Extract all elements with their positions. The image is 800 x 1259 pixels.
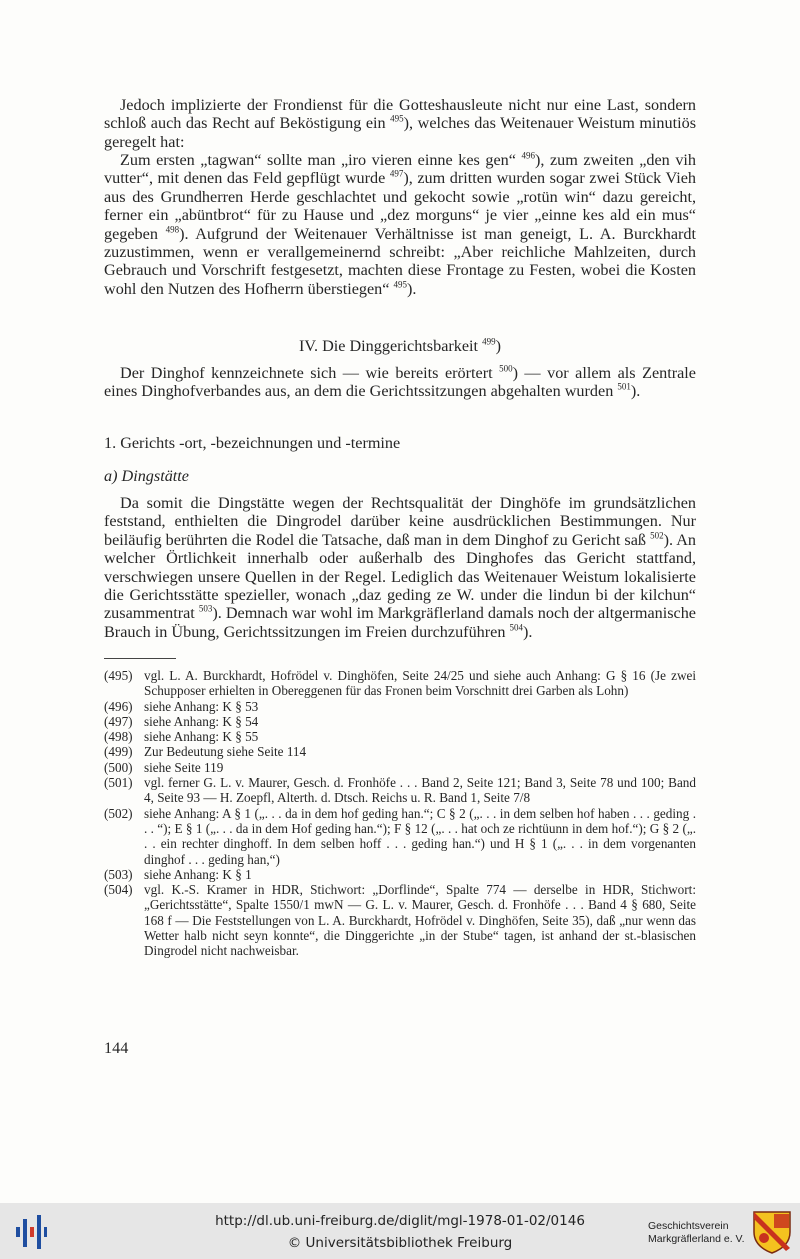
paragraph-dinghof: [104, 364, 696, 401]
footnote-ref[interactable]: 501: [617, 382, 631, 393]
footnote-item: [104, 714, 696, 729]
footnote-item: [104, 744, 696, 759]
footnote-item: [104, 882, 696, 958]
footnote-number: (496): [104, 698, 133, 714]
copyright-text: © Universitätsbibliothek Freiburg: [287, 1235, 513, 1251]
footnote-item: [104, 729, 696, 744]
paragraph-text: ). Demnach war wohl im Markgräflerland damals noch der altgermanische Brauch in Übung, Gerichtssitzungen im Freien durchzuführen: [104, 604, 696, 641]
paragraph-dingstaette: [104, 494, 696, 641]
heading-text: ): [495, 337, 501, 355]
footnote-text: Zur Bedeutung siehe Seite 114: [144, 744, 307, 760]
footnote-item: [104, 668, 696, 699]
subsection-title: 1. Gerichts -ort, -bezeichnungen und -termine: [104, 434, 401, 452]
source-url-link[interactable]: http://dl.ub.uni-freiburg.de/diglit/mgl-1978-01-02/0146: [215, 1213, 585, 1229]
footnote-list: [104, 668, 696, 959]
paragraph-text: ), welches das Weitenauer Weistum minutiös geregelt hat:: [104, 114, 696, 151]
footnote-number: (499): [104, 744, 133, 760]
paragraph-text: Da somit die Dingstätte wegen der Rechtsqualität der Dinghöfe im grundsätzlichen feststand, enthielten die Dingrodel darüber keine ausdrücklichen Bestimmungen. Nur beiläufig berührten die Rodel die Tatsache, daß man in dem Dinghof zu Gericht saß: [104, 494, 696, 549]
society-name-line: Geschichtsverein: [648, 1220, 729, 1232]
footnote-text: vgl. ferner G. L. v. Maurer, Gesch. d. Fronhöfe . . . Band 2, Seite 121; Band 3, Seite 78 und 100; Band 4, Seite 93 — H. Zoepfl, Alterth. d. Dtsch. Reichs u. R. Band 1, Seite 7/8: [144, 775, 696, 806]
footnote-divider: [104, 658, 176, 659]
paragraph-text: ), zum dritten wurden sogar zwei Stück Vieh aus des Grundherren Herde geschlachtet und gekocht sowie „rotün win“ dazu gereicht, ferner ein „abüntbrot“ für zu Hause und „dez morguns“ je vier „einne kes ald ein mus“ gegeben: [104, 169, 697, 243]
footnote-number: (498): [104, 729, 133, 745]
footnote-ref[interactable]: 496: [521, 150, 535, 161]
paragraph-text: ).: [406, 279, 417, 298]
footnote-text: siehe Anhang: K § 1: [144, 866, 252, 882]
footnote-ref[interactable]: 498: [165, 224, 180, 235]
footnote-text: siehe Anhang: A § 1 („. . . da in dem hof geding han.“; C § 2 („. . . in dem selben hof haben . . . geding . . . “); E § 1 („. . . da in dem Hof geding han.“); F § 12 („. . . hat och ze richtüunn in dem hof.“); G § 2 („. . . ein rechter dinghoff. In dem selben hoff . . . geding han.“) und H § 1 („. . . in dem vorgenanten dinghof . . . geding han,“): [144, 805, 696, 867]
footnote-ref[interactable]: 499: [482, 336, 496, 347]
footnote-number: (500): [104, 759, 133, 775]
paragraph-text: ). An welcher Örtlichkeit innerhalb oder außerhalb des Dinghofes das Gericht stattfand, verschwiegen unsere Quellen in der Regel. Lediglich das Weitenauer Weistum lokalisierte die Gerichtsstätte spezieller, wonach „daz geding ze W. under die lindun bi der kilchun“ zusammentrat: [104, 530, 697, 623]
society-name-line: Markgräflerland e. V.: [648, 1233, 745, 1245]
footnote-text: siehe Anhang: K § 55: [144, 729, 259, 745]
footnote-ref[interactable]: 504: [509, 622, 523, 633]
footnote-ref[interactable]: 495: [393, 279, 407, 290]
footnote-text: siehe Seite 119: [144, 759, 224, 775]
footnote-item: [104, 760, 696, 775]
footnote-item: [104, 806, 696, 867]
paragraph-text: ), zum zweiten „den vih vutter“, mit denen das Feld gepflügt wurde: [104, 151, 696, 188]
footnote-item: [104, 867, 696, 882]
footnote-number: (501): [104, 775, 133, 791]
paragraph-text: Der Dinghof kennzeichnete sich — wie bereits erörtert: [120, 364, 493, 382]
footnote-ref[interactable]: 503: [198, 604, 213, 615]
footnote-number: (497): [104, 713, 133, 729]
coat-of-arms-icon[interactable]: [752, 1210, 792, 1254]
paragraph-text: Zum ersten „tagwan“ sollte man „iro vieren einne kes gen“: [120, 151, 516, 169]
society-name: [648, 1220, 745, 1246]
paragraph-text: ) — vor allem als Zentrale eines Dinghofverbandes aus, an dem die Gerichtssitzungen abgehalten wurden: [104, 364, 696, 401]
page-number: 144: [104, 1039, 129, 1057]
footnote-ref[interactable]: 495: [390, 114, 404, 125]
paragraph-text: ). Aufgrund der Weitenauer Verhältnisse ist man geneigt, L. A. Burckhardt zuzustimmen, wenn er verallgemeinernd schreibt: „Aber reichliche Mahlzeiten, durch Gebrauch und Vorschrift festgesetzt, machten diese Frontage zu Festen, wobei die Kosten wohl den Nutzen des Hofherrn überstiegen“: [104, 224, 697, 298]
footnote-ref[interactable]: 500: [499, 363, 513, 374]
footnote-number: (503): [104, 866, 133, 882]
footnote-item: [104, 775, 696, 806]
heading-text: IV. Die Dinggerichtsbarkeit: [298, 337, 479, 355]
footnote-text: vgl. K.-S. Kramer in HDR, Stichwort: „Dorflinde“, Spalte 774 — derselbe in HDR, Stichwort: „Gerichtsstätte“, Spalte 1550/1 mwN — G. L. v. Maurer, Gesch. d. Fronhöfe . . . Band 4 § 680, Seite 168 f — Die Feststellungen von L. A. Burckhardt, Hofrödel v. Dinghöfen, Seite 35), daß „nur wenn das Wetter halb nicht seyn konnte“, die Dinggerichte „in der Stube“ tagen, ist anhand der st.-blasischen Dingrodel nicht nachweisbar.: [144, 882, 696, 959]
footnote-number: (495): [104, 668, 133, 683]
footnote-text: siehe Anhang: K § 53: [144, 698, 259, 714]
footnote-text: siehe Anhang: K § 54: [144, 713, 259, 729]
paragraph-text: ).: [522, 622, 533, 641]
footnote-number: (502): [104, 805, 133, 821]
footnote-ref[interactable]: 497: [389, 169, 404, 180]
paragraph-frondienst: [104, 96, 696, 151]
paragraph-text: Jedoch implizierte der Frondienst für die Gotteshausleute nicht nur eine Last, sondern schloß auch das Recht auf Beköstigung ein: [104, 96, 696, 133]
footnote-ref[interactable]: 502: [650, 530, 664, 541]
viewer-footer: [0, 1203, 800, 1259]
section-heading: [0, 337, 800, 356]
footnote-item: [104, 699, 696, 714]
footnote-number: (504): [104, 882, 133, 898]
paragraph-tagwan: [104, 151, 696, 298]
footnote-text: vgl. L. A. Burckhardt, Hofrödel v. Dinghöfen, Seite 24/25 und siehe auch Anhang: G § 16 (Je zwei Schupposer erhielten in Obereggenen für das Fronen beim Vorschnitt drei Garben als Lohn): [144, 668, 696, 699]
subsubsection-title: a) Dingstätte: [104, 467, 189, 485]
paragraph-text: ).: [630, 382, 641, 401]
